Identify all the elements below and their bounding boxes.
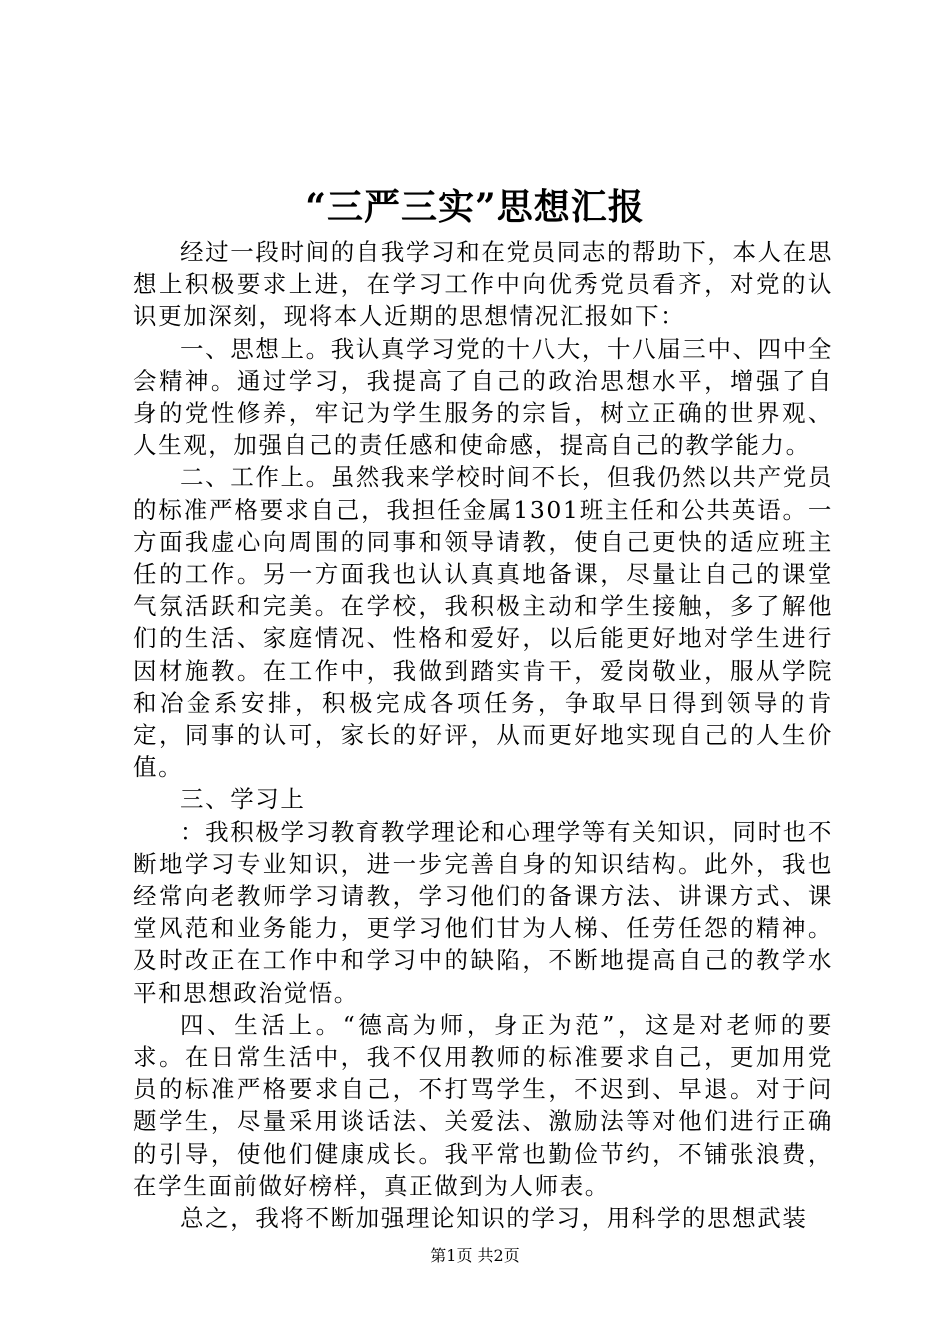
- page-number-footer: 第1页 共2页: [430, 1246, 520, 1265]
- paragraph-work: 二、工作上。虽然我来学校时间不长，但我仍然以共产党员的标准严格要求自己，我担任金属1301班主任和公共英语。一方面我虚心向周围的同事和领导请教，使自己更快的适应班主任的工作。另一方面我也认认真真地备课，尽量让自己的课堂气氛活跃和完美。在学校，我积极主动和学生接触，多了解他们的生活、家庭情况、性格和爱好，以后能更好地对学生进行因材施教。在工作中，我做到踏实肯干，爱岗敬业，服从学院和冶金系安排，积极完成各项任务，争取早日得到领导的肯定，同事的认可，家长的好评，从而更好地实现自己的人生价值。: [133, 463, 833, 782]
- paragraph-thought: 一、思想上。我认真学习党的十八大，十八届三中、四中全会精神。通过学习，我提高了自己的政治思想水平，增强了自身的党性修养，牢记为学生服务的宗旨，树立正确的世界观、人生观，加强自己的责任感和使命感，提高自己的教学能力。: [133, 334, 833, 460]
- document-body: [133, 236, 833, 1234]
- paragraph-study-heading: 三、学习上: [180, 785, 306, 814]
- paragraph-study: ：我积极学习教育教学理论和心理学等有关知识，同时也不断地学习专业知识，进一步完善自身的知识结构。此外，我也经常向老教师学习请教，学习他们的备课方法、讲课方式、课堂风范和业务能力，更学习他们甘为人梯、任劳任怨的精神。及时改正在工作中和学习中的缺陷，不断地提高自己的教学水平和思想政治觉悟。: [133, 817, 833, 1007]
- document-title: “三严三实”思想汇报: [305, 186, 645, 228]
- paragraph-life: 四、生活上。“德高为师，身正为范”，这是对老师的要求。在日常生活中，我不仅用教师的标准要求自己，更加用党员的标准严格要求自己，不打骂学生，不迟到、早退。对于问题学生，尽量采用谈话法、关爱法、激励法等对他们进行正确的引导，使他们健康成长。我平常也勤俭节约，不铺张浪费，在学生面前做好榜样，真正做到为人师表。: [133, 1010, 833, 1200]
- paragraph-conclusion: 总之，我将不断加强理论知识的学习，用科学的思想武装: [180, 1204, 808, 1233]
- paragraph-intro: 经过一段时间的自我学习和在党员同志的帮助下，本人在思想上积极要求上进，在学习工作中向优秀党员看齐，对党的认识更加深刻，现将本人近期的思想情况汇报如下：: [133, 238, 833, 331]
